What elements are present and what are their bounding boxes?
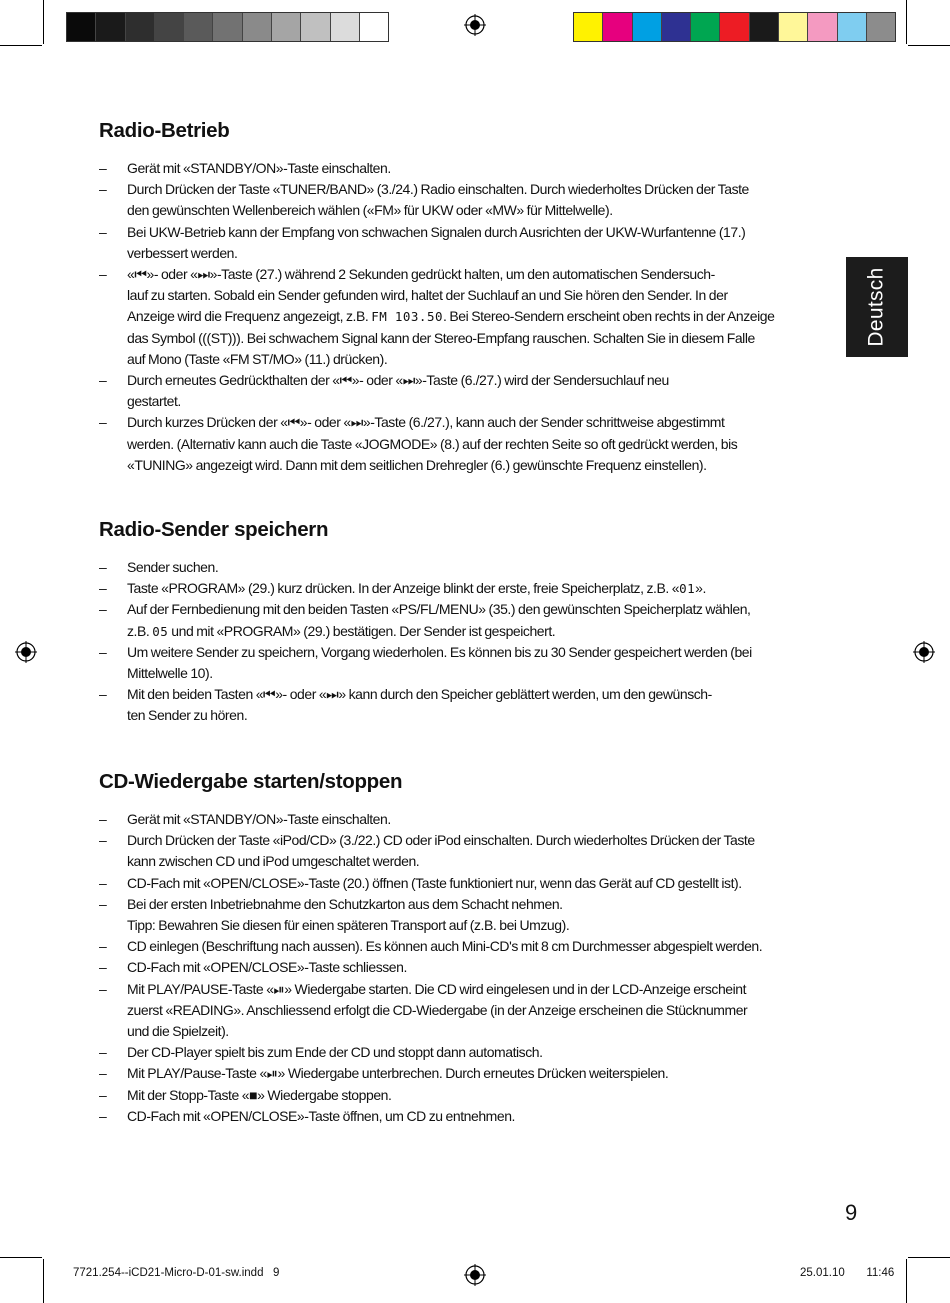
color-swatch [691, 13, 720, 41]
text-line [127, 873, 829, 894]
list-item [99, 557, 829, 578]
bullet-dash: – [99, 266, 107, 283]
color-swatch [574, 13, 603, 41]
text-line [127, 1042, 829, 1063]
bullet-dash: – [99, 959, 107, 976]
text-segment: Auf der Fernbedienung mit den beiden Tasten «PS/FL/MENU» (35.) den gewünschten Speicherplatz wählen, [127, 601, 751, 618]
text-line [127, 434, 829, 455]
text-line [127, 1106, 829, 1127]
text-segment: ». [695, 580, 706, 597]
text-segment: Mit PLAY/PAUSE-Taste «⏯» Wiedergabe starten. Die CD wird eingelesen und in der LCD-Anzeige erscheint [127, 980, 747, 997]
text-segment: gestartet. [127, 393, 181, 410]
text-segment: Um weitere Sender zu speichern, Vorgang wiederholen. Es können bis zu 30 Sender gespeichert werden (bei [127, 643, 752, 660]
text-line [127, 455, 829, 476]
text-segment: Mittelwelle 10). [127, 665, 213, 682]
text-segment: lauf zu starten. Sobald ein Sender gefunden wird, haltet der Suchlauf an und Sie hören den Sender. In der [127, 287, 728, 304]
text-segment: das Symbol (((ST))). Bei schwachem Signal kann der Stereo-Empfang rauschen. Schalten Sie in diesem Falle [127, 329, 755, 346]
list-item [99, 370, 829, 412]
list-item [99, 179, 829, 221]
text-line [127, 158, 829, 179]
list-item [99, 412, 829, 476]
text-segment: den gewünschten Wellenbereich wählen («FM» für UKW oder «MW» für Mittelwelle). [127, 202, 613, 219]
text-line [127, 663, 829, 684]
bullet-dash: – [99, 980, 107, 997]
text-segment: z.B. [127, 622, 153, 639]
list-item [99, 222, 829, 264]
text-line [127, 222, 829, 243]
text-segment: Sender suchen. [127, 559, 219, 575]
color-swatch [243, 13, 272, 41]
text-segment: CD-Fach mit «OPEN/CLOSE»-Taste öffnen, um CD zu entnehmen. [127, 1107, 515, 1124]
text-line [127, 1063, 829, 1084]
text-segment: . Bei Stereo-Sendern erscheint oben rechts in der Anzeige [443, 308, 775, 325]
registration-mark-icon [913, 641, 935, 663]
section-radio-operation [99, 118, 829, 476]
list-item [99, 830, 829, 872]
list-item [99, 1085, 829, 1106]
bullet-dash: – [99, 686, 107, 703]
text-line [127, 894, 829, 915]
color-swatch [331, 13, 360, 41]
color-swatch [808, 13, 837, 41]
lcd-display-text: FM 103.50 [371, 309, 443, 325]
list-item [99, 957, 829, 978]
text-segment: zuerst «READING». Anschliessend erfolgt die CD-Wiedergabe (in der Anzeige erscheinen die Stücknummer [127, 1001, 748, 1018]
text-line [127, 1000, 829, 1021]
section-title: CD-Wiedergabe starten/stoppen [99, 770, 403, 793]
bullet-dash: – [99, 938, 107, 955]
text-line [127, 370, 829, 391]
text-line [127, 684, 829, 705]
language-tab-label: Deutsch [865, 267, 889, 347]
instruction-list [99, 158, 829, 476]
bullet-dash: – [99, 1044, 107, 1061]
color-swatch [779, 13, 808, 41]
text-line [127, 642, 829, 663]
footer-date-time: 25.01.10 11:46 [800, 1267, 895, 1279]
text-line [127, 621, 829, 642]
bullet-dash: – [99, 811, 107, 827]
text-line [127, 557, 829, 578]
text-segment: CD einlegen (Beschriftung nach aussen). Es können auch Mini-CD's mit 8 cm Durchmesser abgespielt werden. [127, 938, 763, 955]
bullet-dash: – [99, 643, 107, 660]
text-segment: Durch Drücken der Taste «TUNER/BAND» (3./24.) Radio einschalten. Durch wiederholtes Drücken der Taste [127, 181, 749, 198]
color-swatch [155, 13, 184, 41]
bullet-dash: – [99, 160, 107, 176]
color-swatch [633, 13, 662, 41]
text-line [127, 957, 829, 978]
list-item [99, 1063, 829, 1084]
list-item [99, 809, 829, 830]
footer-file-name: 7721.254--iCD21-Micro-D-01-sw.indd 9 [73, 1267, 280, 1279]
bullet-dash: – [99, 1065, 107, 1082]
text-line [127, 1085, 829, 1106]
text-segment: Der CD-Player spielt bis zum Ende der CD und stoppt dann automatisch. [127, 1044, 543, 1061]
text-line [127, 200, 829, 221]
text-segment: verbessert werden. [127, 244, 238, 261]
instruction-list [99, 557, 829, 727]
text-segment: Tipp: Bewahren Sie diesen für einen späteren Transport auf (z.B. bei Umzug). [127, 917, 570, 934]
text-segment: Durch Drücken der Taste «iPod/CD» (3./22.) CD oder iPod einschalten. Durch wiederholtes Drücken der Taste [127, 832, 755, 849]
bullet-dash: – [99, 372, 107, 389]
text-line [127, 915, 829, 936]
bullet-dash: – [99, 414, 107, 431]
color-swatch [126, 13, 155, 41]
section-cd-playback [99, 769, 829, 1127]
color-swatch [360, 13, 388, 41]
text-line [127, 578, 829, 599]
list-item [99, 684, 829, 726]
text-segment: Mit der Stopp-Taste «■» Wiedergabe stoppen. [127, 1086, 392, 1103]
text-segment: Durch erneutes Gedrückthalten der «⏮»- oder «⏭»-Taste (6./27.) wird der Sendersuchlauf neu [127, 372, 669, 389]
bullet-dash: – [99, 181, 107, 198]
process-color-bar [573, 12, 896, 42]
text-line [127, 412, 829, 433]
text-segment: Bei UKW-Betrieb kann der Empfang von schwachen Signalen durch Ausrichten der UKW-Wurfantenne (17.) [127, 223, 746, 240]
text-segment: Taste «PROGRAM» (29.) kurz drücken. In der Anzeige blinkt der erste, freie Speicherplatz, z.B. « [127, 580, 680, 597]
section-title: Radio-Betrieb [99, 119, 230, 142]
text-line [127, 809, 829, 830]
text-line [127, 264, 829, 285]
text-segment: und mit «PROGRAM» (29.) bestätigen. Der Sender ist gespeichert. [168, 622, 556, 639]
color-swatch [838, 13, 867, 41]
text-line [127, 328, 829, 349]
registration-mark-icon [464, 14, 486, 36]
text-segment: und die Spielzeit). [127, 1023, 229, 1040]
color-swatch [67, 13, 96, 41]
bullet-dash: – [99, 895, 107, 912]
color-swatch [603, 13, 632, 41]
color-swatch [720, 13, 749, 41]
list-item [99, 158, 829, 179]
registration-mark-icon [15, 641, 37, 663]
text-segment: Bei der ersten Inbetriebnahme den Schutzkarton aus dem Schacht nehmen. [127, 895, 563, 912]
list-item [99, 873, 829, 894]
text-segment: Anzeige wird die Frequenz angezeigt, z.B. [127, 308, 372, 325]
list-item [99, 578, 829, 599]
bullet-dash: – [99, 874, 107, 891]
bullet-dash: – [99, 223, 107, 240]
list-item [99, 1042, 829, 1063]
list-item [99, 264, 829, 370]
text-line [127, 705, 829, 726]
bullet-dash: – [99, 559, 107, 575]
section-store-stations [99, 517, 829, 727]
text-segment: Durch kurzes Drücken der «⏮»- oder «⏭»-Taste (6./27.), kann auch der Sender schrittweise abgestimmt [127, 414, 725, 431]
text-line [127, 1021, 829, 1042]
gray-color-bar [66, 12, 389, 42]
color-swatch [750, 13, 779, 41]
text-line [127, 979, 829, 1000]
text-segment: CD-Fach mit «OPEN/CLOSE»-Taste schliessen. [127, 959, 407, 976]
bullet-dash: – [99, 832, 107, 849]
color-swatch [213, 13, 242, 41]
text-segment: «⏮»- oder «⏭»-Taste (27.) während 2 Sekunden gedrückt halten, um den automatischen Sendersuch- [127, 266, 715, 283]
section-title: Radio-Sender speichern [99, 518, 329, 541]
text-line [127, 391, 829, 412]
bullet-dash: – [99, 1107, 107, 1124]
list-item [99, 979, 829, 1043]
color-swatch [272, 13, 301, 41]
list-item [99, 642, 829, 684]
text-line [127, 830, 829, 851]
text-segment: CD-Fach mit «OPEN/CLOSE»-Taste (20.) öffnen (Taste funktioniert nur, wenn das Gerät auf CD gestellt ist). [127, 874, 742, 891]
bullet-dash: – [99, 601, 107, 618]
text-segment: «TUNING» angezeigt wird. Dann mit dem seitlichen Drehregler (6.) gewünschte Frequenz einstellen). [127, 456, 707, 473]
text-segment: ten Sender zu hören. [127, 707, 248, 724]
text-line [127, 851, 829, 872]
instruction-list [99, 809, 829, 1127]
text-segment: Mit den beiden Tasten «⏮»- oder «⏭» kann durch den Speicher geblättert werden, um den gewünsch- [127, 686, 712, 703]
text-line [127, 306, 829, 327]
text-line [127, 285, 829, 306]
page-number: 9 [845, 1200, 858, 1225]
list-item [99, 936, 829, 957]
list-item [99, 599, 829, 641]
text-segment: kann zwischen CD und iPod umgeschaltet werden. [127, 853, 420, 870]
text-segment: Gerät mit «STANDBY/ON»-Taste einschalten. [127, 811, 391, 827]
bullet-dash: – [99, 1086, 107, 1103]
list-item [99, 1106, 829, 1127]
text-line [127, 599, 829, 620]
lcd-display-text: 01 [679, 581, 696, 597]
text-segment: Mit PLAY/Pause-Taste «⏯» Wiedergabe unterbrechen. Durch erneutes Drücken weiterspielen. [127, 1065, 669, 1082]
color-swatch [96, 13, 125, 41]
list-item [99, 894, 829, 936]
color-swatch [301, 13, 330, 41]
text-segment: Gerät mit «STANDBY/ON»-Taste einschalten. [127, 160, 391, 176]
registration-mark-icon [464, 1264, 486, 1286]
color-swatch [184, 13, 213, 41]
text-line [127, 936, 829, 957]
color-swatch [662, 13, 691, 41]
lcd-display-text: 05 [152, 623, 169, 639]
text-segment: werden. (Alternativ kann auch die Taste «JOGMODE» (8.) auf der rechten Seite so oft gedrückt werden, bis [127, 435, 738, 452]
bullet-dash: – [99, 580, 107, 597]
text-line [127, 179, 829, 200]
text-line [127, 243, 829, 264]
color-swatch [867, 13, 895, 41]
language-tab [846, 257, 908, 357]
text-line [127, 349, 829, 370]
text-segment: auf Mono (Taste «FM ST/MO» (11.) drücken). [127, 350, 388, 367]
